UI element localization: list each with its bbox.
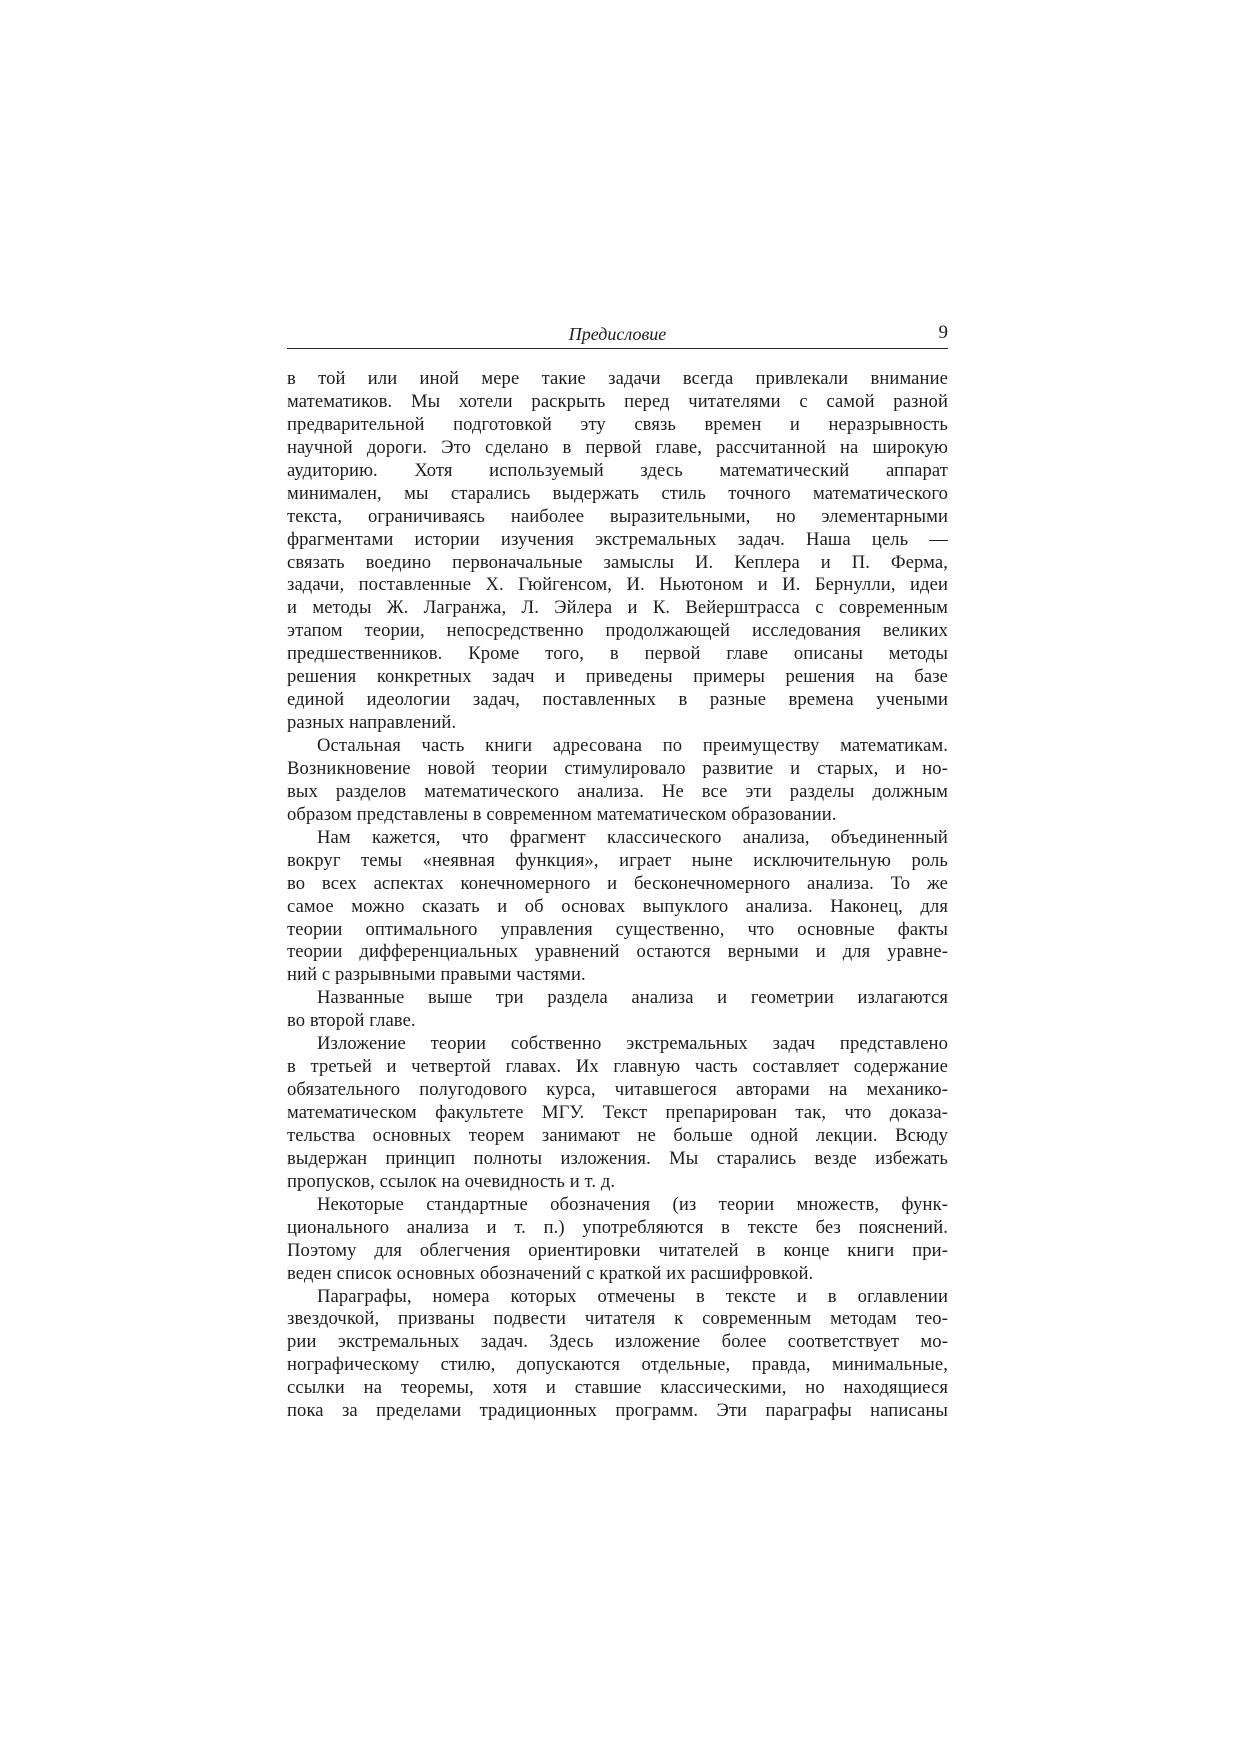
text-line: Поэтому для облегчения ориентировки читателей в конце книги при- [287,1239,948,1261]
text-line: предварительной подготовкой эту связь времен и неразрывность [287,413,948,435]
page-header [287,320,948,349]
page-number: 9 [938,322,948,343]
text-line: вых разделов математического анализа. Не все эти разделы должным [287,780,948,802]
text-line: обязательного полугодового курса, читавшегося авторами на механико- [287,1079,948,1101]
text-line: ссылки на теоремы, хотя и ставшие классическими, но находящиеся [287,1377,948,1399]
text-line: задачи, поставленные Х. Гюйгенсом, И. Ньютоном и И. Бернулли, идеи [287,574,948,596]
text-line: текста, ограничиваясь наиболее выразительными, но элементарными [287,505,948,527]
text-line: во второй главе. [287,1010,416,1032]
text-line: ционального анализа и т. п.) употребляются в тексте без пояснений. [287,1216,948,1238]
text-line: Возникновение новой теории стимулировало развитие и старых, и но- [287,757,948,779]
text-line: фрагментами истории изучения экстремальных задач. Наша цель — [287,528,948,550]
text-line: математиков. Мы хотели раскрыть перед читателями с самой разной [287,390,948,412]
text-line: веден список основных обозначений с краткой их расшифровкой. [287,1262,814,1284]
text-line: тельства основных теорем занимают не больше одной лекции. Всюду [287,1124,948,1146]
text-line: выдержан принцип полноты изложения. Мы старались везде избежать [287,1147,948,1169]
text-line: минимален, мы старались выдержать стиль точного математического [287,482,948,504]
text-line: Названные выше три раздела анализа и геометрии излагаются [317,987,948,1009]
text-line: ний с разрывными правыми частями. [287,964,586,986]
text-line: рии экстремальных задач. Здесь изложение более соответствует мо- [287,1331,948,1353]
text-line: предшественников. Кроме того, в первой главе описаны методы [287,643,948,665]
text-line: теории оптимального управления существенно, что основные факты [287,918,948,940]
text-line: в третьей и четвертой главах. Их главную часть составляет содержание [287,1056,948,1078]
text-line: образом представлены в современном математическом образовании. [287,803,837,825]
body-text [287,368,948,1423]
text-line: разных направлений. [287,712,457,734]
text-line: решения конкретных задач и приведены примеры решения на базе [287,666,948,688]
running-title: Предисловие [568,324,667,344]
text-line: единой идеологии задач, поставленных в разные времена учеными [287,689,948,711]
text-line: нографическому стилю, допускаются отдельные, правда, минимальные, [287,1354,948,1376]
text-line: математическом факультете МГУ. Текст препарирован так, что доказа- [287,1102,948,1123]
text-line: аудиторию. Хотя используемый здесь математический аппарат [287,459,948,481]
text-line: пропусков, ссылок на очевидность и т. д. [287,1170,616,1192]
text-line: научной дороги. Это сделано в первой главе, рассчитанной на широкую [287,436,948,458]
text-line: звездочкой, призваны подвести читателя к современным методам тео- [287,1308,948,1330]
text-line: самое можно сказать и об основах выпуклого анализа. Наконец, для [287,895,948,917]
text-line: Параграфы, номера которых отмечены в тексте и в оглавлении [317,1285,948,1307]
text-line: в той или иной мере такие задачи всегда привлекали внимание [287,368,948,389]
text-line: и методы Ж. Лагранжа, Л. Эйлера и К. Вейерштрасса с современным [287,597,948,619]
text-line: вокруг темы «неявная функция», играет ныне исключительную роль [287,849,948,871]
text-line: Некоторые стандартные обозначения (из теории множеств, функ- [317,1193,948,1215]
text-line: во всех аспектах конечномерного и бесконечномерного анализа. То же [287,872,948,894]
text-line: пока за пределами традиционных программ. Эти параграфы написаны [287,1400,948,1422]
text-line: этапом теории, непосредственно продолжающей исследования великих [287,620,948,642]
text-line: Остальная часть книги адресована по преимуществу математикам. [317,735,948,756]
text-line: теории дифференциальных уравнений остаются верными и для уравне- [287,941,948,963]
text-line: Нам кажется, что фрагмент классического анализа, объединенный [317,826,948,848]
text-line: Изложение теории собственно экстремальных задач представлено [317,1033,948,1055]
text-line: связать воедино первоначальные замыслы И. Кеплера и П. Ферма, [287,551,948,573]
